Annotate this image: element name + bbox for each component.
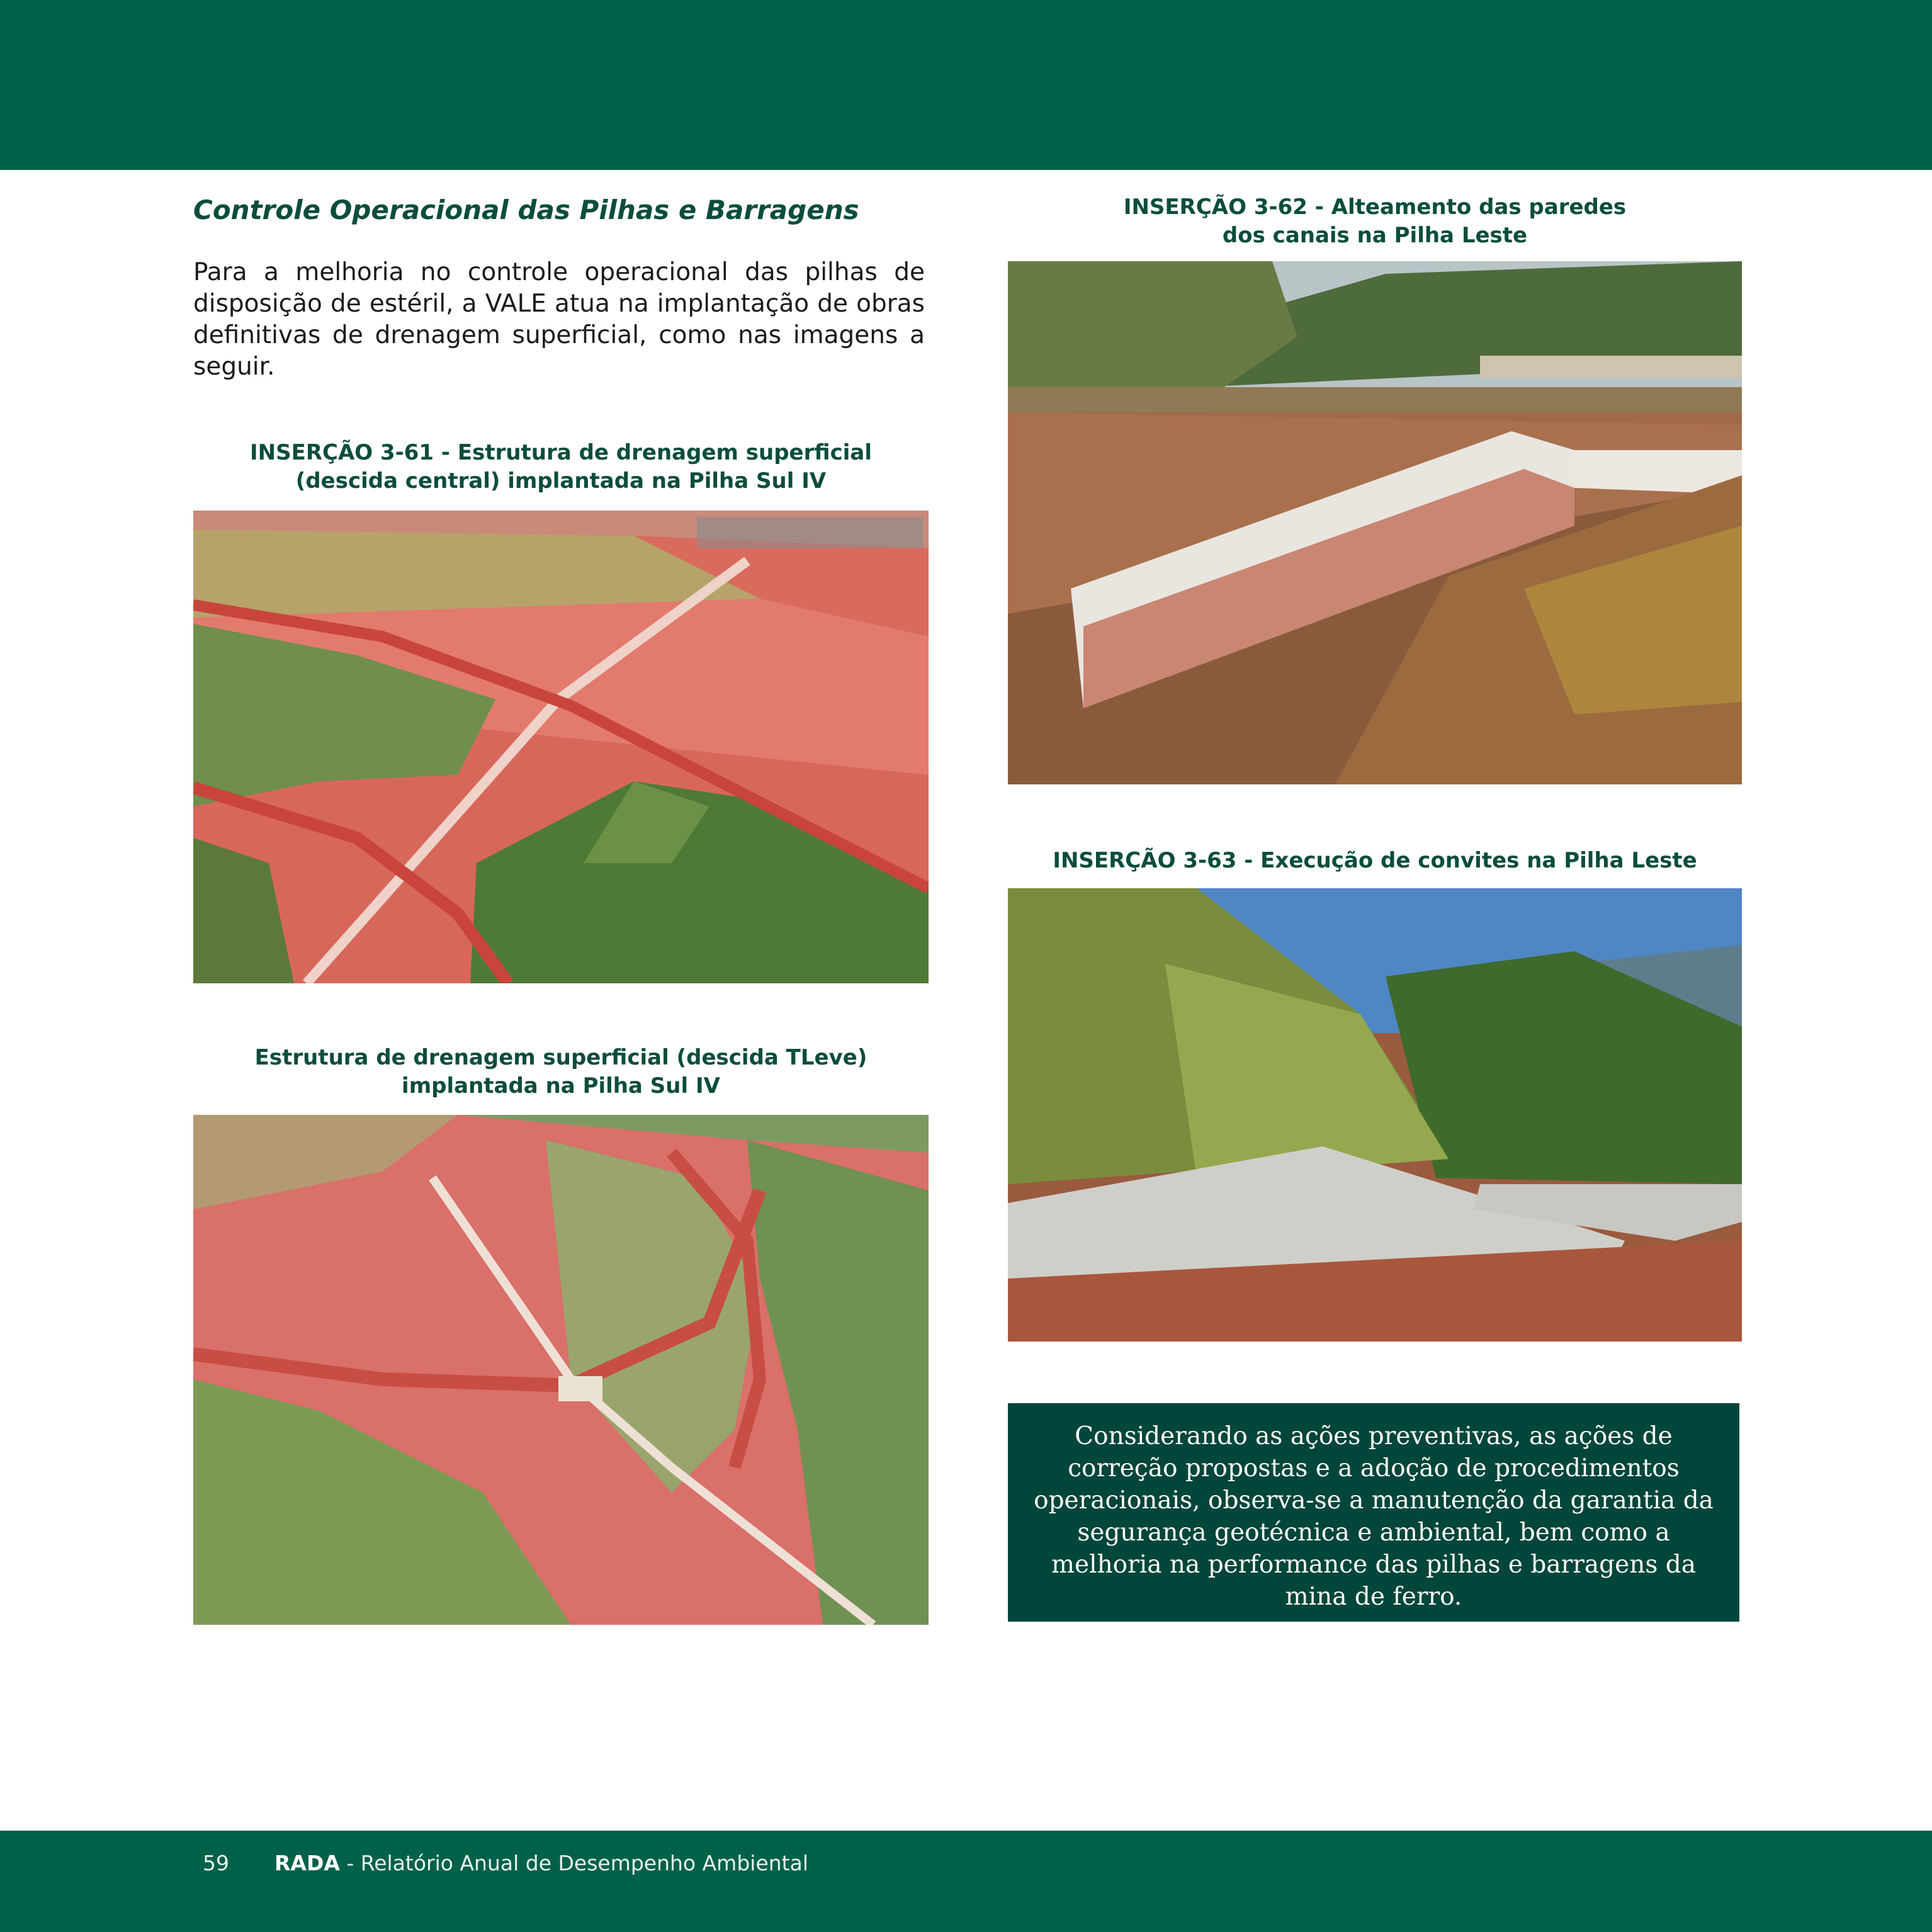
conclusion-callout: Considerando as ações preventivas, as ações de correção propostas e a adoção de procedimentos operacionais, observa-se a manutenção da garantia da segurança geotécnica e ambiental, bem como a melhoria na performance das pilhas e barragens da mina de ferro. (1008, 1403, 1739, 1622)
caption-line: implantada na Pilha Sul IV (402, 1073, 720, 1099)
footer-report-name: - Relatório Anual de Desempenho Ambiental (339, 1851, 808, 1875)
photo-descida-tleve (193, 1115, 929, 1625)
figure-caption-3-61 (193, 439, 929, 495)
caption-line: dos canais na Pilha Leste (1222, 223, 1528, 248)
caption-line: (descida central) implantada na Pilha Sul IV (295, 468, 827, 494)
caption-line: INSERÇÃO 3-62 - Alteamento das paredes (1123, 195, 1627, 220)
header-band (0, 0, 1932, 170)
photo-convites (1008, 888, 1742, 1342)
intro-paragraph: Para a melhoria no controle operacional das pilhas de disposição de estéril, a VALE atua na implantação de obras definitivas de drenagem superficial, como nas imagens a seguir. (193, 258, 925, 381)
caption-line: Estrutura de drenagem superficial (descida TLeve) (254, 1045, 867, 1070)
caption-line: INSERÇÃO 3-61 - Estrutura de drenagem superficial (250, 440, 872, 465)
figure-caption-3-63 (1008, 847, 1742, 875)
footer-brand: RADA (274, 1851, 340, 1875)
caption-line: INSERÇÃO 3-63 - Execução de convites na Pilha Leste (1053, 848, 1697, 873)
footer-title (274, 1851, 808, 1876)
figure-caption-tleve (193, 1044, 929, 1100)
photo-descida-central (193, 511, 929, 983)
page-number: 59 (203, 1851, 229, 1875)
footer-band (0, 1831, 1932, 1932)
photo-alteamento-canais (1008, 261, 1742, 784)
figure-caption-3-62 (1008, 193, 1742, 250)
section-title: Controle Operacional das Pilhas e Barragens (193, 195, 859, 225)
